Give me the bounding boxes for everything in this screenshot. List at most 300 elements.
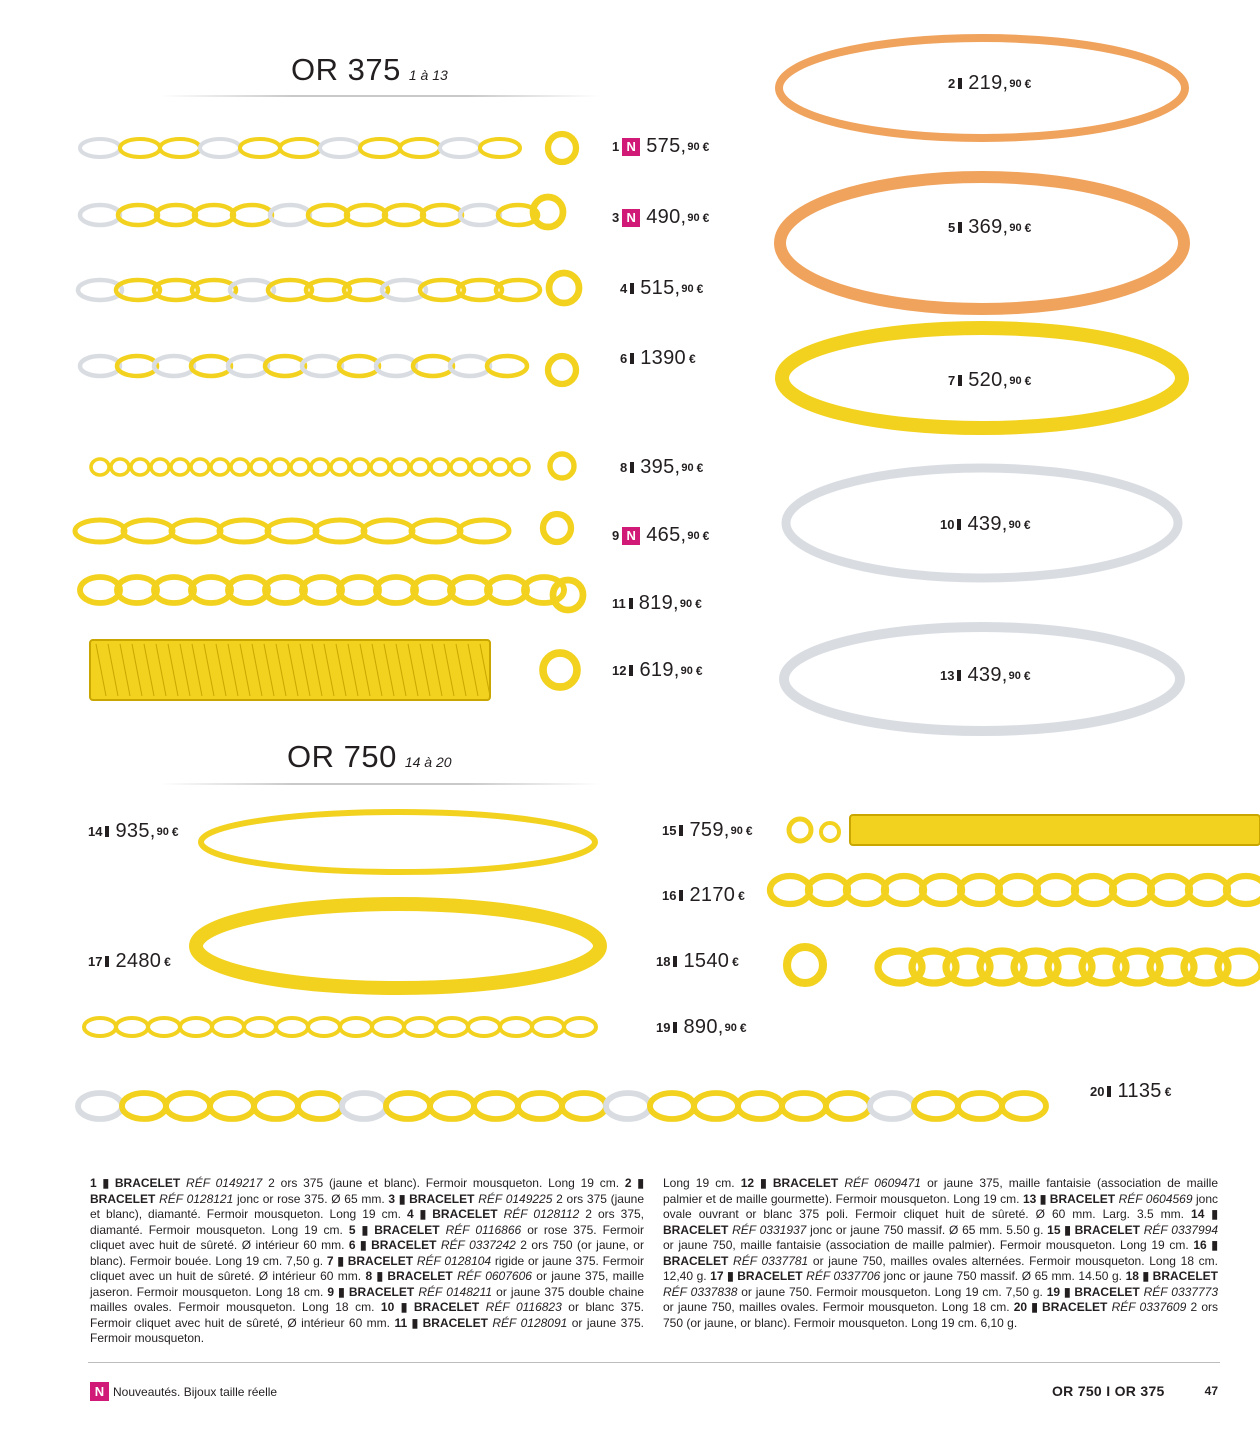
bracelet-20	[562, 1093, 606, 1119]
price-tag-item-2[interactable]	[948, 72, 1031, 95]
new-badge-icon: N	[622, 527, 640, 545]
section-title-text: OR 375	[291, 52, 401, 87]
currency-symbol: €	[702, 210, 710, 225]
price-tag-item-9[interactable]	[612, 524, 709, 547]
bracelet-9	[123, 520, 173, 542]
bracelet-20	[958, 1093, 1002, 1119]
price-euros: 490,	[646, 206, 687, 228]
desc-number: 11 ▮ BRACELET	[394, 1315, 493, 1330]
bracelet-6	[487, 356, 527, 376]
item-number: 5	[948, 220, 956, 235]
bracelet-16	[1036, 876, 1076, 904]
bracelet-8	[511, 459, 529, 475]
bracelet-20	[738, 1093, 782, 1119]
bracelet-11	[302, 577, 342, 603]
currency-symbol: €	[1023, 668, 1031, 683]
price-tag-item-16[interactable]	[662, 884, 745, 907]
desc-number: 14 ▮ BRACELET	[663, 1207, 1218, 1237]
desc-ref: RÉF 0337781	[733, 1253, 813, 1268]
bracelet-11	[228, 577, 268, 603]
price-tag-item-6[interactable]	[620, 347, 696, 370]
bracelet-19	[500, 1018, 532, 1036]
price-tag-item-8[interactable]	[620, 456, 703, 479]
desc-text: or rose 375. Fermoir cliquet avec huit de sûreté. Ø intérieur 60 mm.	[90, 1222, 644, 1252]
desc-ref: RÉF 0337609	[1111, 1300, 1191, 1314]
desc-ref: RÉF 0149225	[478, 1191, 557, 1206]
item-number: 8	[620, 460, 628, 475]
clasp-icon	[553, 580, 583, 610]
item-number: 4	[620, 281, 628, 296]
price-tag-item-1[interactable]	[612, 135, 709, 158]
bracelet-8	[371, 459, 389, 475]
bracelet-3	[308, 205, 348, 225]
separator-bar	[958, 78, 962, 89]
bracelet-6	[413, 356, 453, 376]
price-tag-item-13[interactable]	[940, 664, 1031, 687]
desc-text: jonc or jaune 750 massif. Ø 65 mm. 14.50 g.	[883, 1269, 1126, 1283]
bracelet-20	[826, 1093, 870, 1119]
desc-number: 8 ▮ BRACELET	[365, 1269, 458, 1283]
currency-symbol: €	[738, 888, 745, 903]
separator-bar	[630, 353, 634, 364]
bracelet-1	[200, 139, 240, 157]
bracelet-3	[194, 205, 234, 225]
bracelet-6	[228, 356, 268, 376]
price-tag-item-10[interactable]	[940, 513, 1031, 536]
item-number: 9	[612, 528, 620, 543]
bracelet-19	[116, 1018, 148, 1036]
bracelet-8	[151, 459, 169, 475]
section-title-text: OR 750	[287, 739, 397, 774]
bracelet-20	[518, 1093, 562, 1119]
item-number: 11	[612, 596, 626, 611]
currency-symbol: €	[1024, 220, 1032, 235]
desc-text: or jaune 375, maille jaseron. Fermoir mousqueton. Long 18 cm.	[90, 1269, 644, 1299]
item-number: 12	[612, 663, 627, 678]
desc-ref: RÉF 0116823	[485, 1300, 569, 1314]
price-cents: 90	[730, 824, 743, 837]
desc-number: 17 ▮ BRACELET	[710, 1269, 807, 1283]
desc-ref: RÉF 0128112	[503, 1207, 586, 1221]
price-tag-item-15[interactable]	[662, 819, 753, 842]
bracelet-19	[564, 1018, 596, 1036]
bracelet-19	[404, 1018, 436, 1036]
price-euros: 619,	[639, 659, 680, 681]
price-cents: 90	[1009, 77, 1022, 90]
bracelet-16	[808, 876, 848, 904]
price-tag-item-19[interactable]	[656, 1016, 747, 1039]
desc-text: jonc ovale ouvrant or blanc 375 poli. Fermoir cliquet huit de sûreté. Ø 60 mm. Larg. 3.5 mm.	[663, 1191, 1218, 1221]
price-cents: 90	[724, 1021, 737, 1034]
currency-symbol: €	[745, 823, 753, 838]
descriptions-right	[663, 1176, 1218, 1331]
desc-ref: RÉF 0609471	[844, 1176, 928, 1190]
bracelet-3	[422, 205, 462, 225]
bracelet-16	[1112, 876, 1152, 904]
price-cents: 90	[679, 597, 693, 610]
price-cents: 90	[1008, 518, 1021, 531]
bracelet-16	[998, 876, 1038, 904]
price-tag-item-20[interactable]	[1090, 1080, 1171, 1103]
bracelet-1	[160, 139, 200, 157]
bracelet-3	[232, 205, 272, 225]
bracelet-16	[960, 876, 1000, 904]
item-number: 6	[620, 351, 628, 366]
bracelet-9	[171, 520, 221, 542]
bracelet-9	[315, 520, 365, 542]
bracelet-8	[391, 459, 409, 475]
desc-entry	[710, 1269, 1125, 1283]
item-number: 20	[1090, 1084, 1105, 1099]
clasp-icon	[543, 514, 571, 542]
section-range-text: 1 à 13	[408, 67, 448, 83]
desc-text: 2 ors 375 (jaune et blanc), diamanté. Fermoir mousqueton. Long 19 cm.	[90, 1191, 644, 1221]
bracelet-9	[75, 520, 125, 542]
price-cents: 90	[687, 529, 700, 542]
bangle-14	[201, 812, 595, 872]
currency-symbol: €	[739, 1020, 747, 1035]
bracelet-11	[339, 577, 379, 603]
price-cents: 90	[687, 211, 700, 224]
bracelet-6	[450, 356, 490, 376]
bracelet-11	[191, 577, 231, 603]
footer-section-label: OR 750 I OR 375	[1051, 1383, 1165, 1399]
currency-symbol: €	[164, 954, 171, 969]
bracelet-1	[360, 139, 400, 157]
bracelet-20	[298, 1093, 342, 1119]
bracelet-9	[411, 520, 461, 542]
item-number: 10	[940, 517, 955, 532]
bracelet-8	[231, 459, 249, 475]
price-euros: 2480	[115, 950, 162, 972]
bracelet-8	[131, 459, 149, 475]
bracelet-19	[212, 1018, 244, 1036]
bracelet-19	[468, 1018, 500, 1036]
currency-symbol: €	[696, 460, 704, 475]
bracelet-3	[270, 205, 310, 225]
desc-text: rigide or jaune 375. Fermoir cliquet avec un huit de sûreté. Ø intérieur 60 mm.	[90, 1253, 644, 1283]
desc-ref: RÉF 0116866	[445, 1222, 528, 1237]
bracelet-16	[770, 876, 810, 904]
price-euros: 465,	[646, 524, 687, 546]
desc-ref: RÉF 0149217	[186, 1176, 269, 1190]
desc-number: 5 ▮ BRACELET	[348, 1222, 446, 1237]
bracelet-6	[191, 356, 231, 376]
price-euros: 890,	[683, 1016, 724, 1038]
clasp-icon	[789, 819, 811, 841]
bracelet-1	[80, 139, 120, 157]
bracelet-6	[265, 356, 305, 376]
price-tag-item-3[interactable]	[612, 206, 709, 229]
price-euros: 1390	[640, 347, 686, 369]
bracelet-6	[302, 356, 342, 376]
desc-number: 9 ▮ BRACELET	[327, 1284, 419, 1299]
bracelet-19	[180, 1018, 212, 1036]
price-euros: 935,	[115, 820, 156, 842]
item-number: 2	[948, 76, 956, 91]
bracelet-16	[884, 876, 924, 904]
bracelet-8	[211, 459, 229, 475]
desc-text: 2 ors 375, diamanté. Fermoir mousqueton. Long 19 cm.	[90, 1207, 645, 1237]
price-euros: 759,	[689, 819, 730, 841]
desc-text: 2 ors 375 (jaune et blanc). Fermoir mousqueton. Long 19 cm.	[268, 1176, 625, 1190]
bracelet-11	[154, 577, 194, 603]
descriptions-left	[90, 1176, 644, 1347]
price-tag-item-7[interactable]	[948, 369, 1031, 392]
desc-number: 10 ▮ BRACELET	[380, 1300, 486, 1314]
desc-text: or jaune 750, mailles ovales alternées. Fermoir mousqueton. Long 18 cm. 12,40 g.	[663, 1253, 1219, 1283]
bracelet-20	[914, 1093, 958, 1119]
item-number: 1	[612, 139, 620, 154]
price-euros: 395,	[640, 456, 681, 478]
desc-number: 16 ▮ BRACELET	[663, 1238, 1218, 1268]
bracelet-11	[487, 577, 527, 603]
desc-number: 2 ▮ BRACELET	[90, 1176, 644, 1206]
bracelet-16	[846, 876, 886, 904]
separator-bar	[105, 956, 109, 967]
desc-number: 7 ▮ BRACELET	[326, 1253, 417, 1268]
separator-bar	[629, 598, 633, 609]
bracelet-11	[80, 577, 120, 603]
bracelet-8	[291, 459, 309, 475]
desc-ref: RÉF 0337706	[806, 1269, 884, 1283]
footer-legend-text: Nouveautés. Bijoux taille réelle	[113, 1384, 278, 1399]
bracelet-6	[117, 356, 157, 376]
price-tag-item-14[interactable]	[88, 820, 179, 843]
separator-bar	[679, 825, 683, 836]
bracelet-20	[122, 1093, 166, 1119]
footer-divider	[88, 1362, 1220, 1363]
desc-ref: RÉF 0337773	[1143, 1284, 1218, 1299]
item-number: 13	[940, 668, 955, 683]
price-euros: 439,	[967, 664, 1008, 686]
bracelet-20	[210, 1093, 254, 1119]
bracelet-9	[363, 520, 413, 542]
price-tag-item-4[interactable]	[620, 277, 703, 300]
currency-symbol: €	[171, 824, 179, 839]
item-number: 14	[88, 824, 103, 839]
bracelet-3	[384, 205, 424, 225]
price-cents: 90	[681, 282, 694, 295]
bracelet-3	[460, 205, 500, 225]
separator-bar	[957, 519, 961, 530]
price-euros: 520,	[968, 369, 1009, 391]
currency-symbol: €	[695, 663, 703, 678]
bracelet-9	[219, 520, 269, 542]
bracelet-9	[267, 520, 317, 542]
bracelet-16	[922, 876, 962, 904]
item-number: 16	[662, 888, 677, 903]
bracelet-8	[91, 459, 109, 475]
bracelet-11	[413, 577, 453, 603]
new-badge-icon: N	[622, 209, 640, 227]
bracelet-19	[276, 1018, 308, 1036]
bracelet-1	[280, 139, 320, 157]
bangle-17	[196, 904, 600, 988]
bracelet-8	[191, 459, 209, 475]
bracelet-19	[532, 1018, 564, 1036]
price-euros: 369,	[968, 216, 1009, 238]
desc-number: 4 ▮ BRACELET	[406, 1207, 504, 1221]
desc-lead: Long 19 cm.	[663, 1176, 741, 1190]
bracelet-19	[308, 1018, 340, 1036]
price-tag-item-17[interactable]	[88, 950, 171, 973]
price-cents: 90	[156, 825, 169, 838]
bracelet-8	[351, 459, 369, 475]
bracelet-20	[78, 1093, 122, 1119]
currency-symbol: €	[732, 954, 739, 969]
new-badge-icon: N	[622, 138, 640, 156]
bracelet-19	[148, 1018, 180, 1036]
price-euros: 515,	[640, 277, 681, 299]
separator-bar	[630, 283, 634, 294]
desc-text: jonc or rose 375. Ø 65 mm.	[237, 1191, 389, 1206]
bracelet-6	[339, 356, 379, 376]
desc-ref: RÉF 0337838	[663, 1284, 742, 1299]
bracelet-18	[1218, 951, 1260, 983]
desc-text: or jaune 750, mailles ovales. Fermoir mousqueton. Long 18 cm.	[663, 1300, 1014, 1314]
separator-bar	[679, 890, 683, 901]
price-cents: 90	[687, 140, 700, 153]
bracelet-1	[120, 139, 160, 157]
bracelet-3	[118, 205, 158, 225]
bracelet-19	[436, 1018, 468, 1036]
page-number: 47	[1204, 1384, 1218, 1398]
bracelet-8	[111, 459, 129, 475]
currency-symbol: €	[695, 596, 702, 611]
bracelet-3	[156, 205, 196, 225]
desc-ref: RÉF 0148211	[418, 1284, 497, 1299]
bracelet-16	[1074, 876, 1114, 904]
bracelet-12	[90, 640, 490, 700]
price-euros: 819,	[638, 592, 679, 614]
desc-ref: RÉF 0337242	[440, 1238, 521, 1252]
bracelet-11	[117, 577, 157, 603]
item-number: 19	[656, 1020, 671, 1035]
desc-number: 3 ▮ BRACELET	[388, 1191, 479, 1206]
price-tag-item-11[interactable]	[612, 592, 702, 615]
bracelet-11	[376, 577, 416, 603]
desc-ref: RÉF 0604569	[1118, 1191, 1196, 1206]
bracelet-6	[154, 356, 194, 376]
desc-text: or blanc 375. Fermoir cliquet avec huit de sûreté, Ø intérieur 60 mm.	[90, 1300, 644, 1330]
desc-ref: RÉF 0331937	[732, 1222, 811, 1237]
bracelet-20	[694, 1093, 738, 1119]
desc-number: 6 ▮ BRACELET	[348, 1238, 441, 1252]
price-euros: 2170	[689, 884, 736, 906]
bracelet-9	[459, 520, 509, 542]
price-euros: 439,	[967, 513, 1008, 535]
desc-number: 13 ▮ BRACELET	[1022, 1191, 1119, 1206]
price-euros: 575,	[646, 135, 687, 157]
clasp-icon	[550, 454, 574, 478]
desc-entry	[90, 1176, 625, 1190]
bracelet-19	[340, 1018, 372, 1036]
bracelet-8	[471, 459, 489, 475]
price-cents: 90	[1009, 374, 1022, 387]
bracelet-20	[430, 1093, 474, 1119]
clasp-icon	[543, 653, 577, 687]
price-euros: 1135	[1117, 1080, 1162, 1102]
bracelet-1	[400, 139, 440, 157]
bracelet-20	[342, 1093, 386, 1119]
desc-ref: RÉF 0337994	[1143, 1222, 1218, 1237]
separator-bar	[629, 665, 633, 676]
bracelet-20	[782, 1093, 826, 1119]
bracelet-20	[166, 1093, 210, 1119]
bracelet-1	[240, 139, 280, 157]
bracelet-11	[265, 577, 305, 603]
bracelet-1	[480, 139, 520, 157]
bracelet-8	[171, 459, 189, 475]
bracelet-3	[80, 205, 120, 225]
separator-bar	[958, 222, 962, 233]
currency-symbol: €	[1023, 517, 1031, 532]
bracelet-16	[1188, 876, 1228, 904]
bracelet-15	[850, 815, 1260, 845]
bracelet-20	[386, 1093, 430, 1119]
desc-ref: RÉF 0128121	[159, 1191, 237, 1206]
bracelet-20	[870, 1093, 914, 1119]
separator-bar	[673, 1022, 677, 1033]
desc-number: 20 ▮ BRACELET	[1013, 1300, 1112, 1314]
bracelet-16	[1150, 876, 1190, 904]
desc-number: 1 ▮ BRACELET	[90, 1176, 187, 1190]
separator-bar	[1107, 1086, 1111, 1097]
desc-text: 2 ors 750 (or jaune, or blanc). Fermoir mousqueton. Long 19 cm. 6,10 g.	[663, 1300, 1218, 1330]
footer-right	[1052, 1383, 1218, 1399]
separator-bar	[957, 670, 961, 681]
currency-symbol: €	[1024, 373, 1032, 388]
desc-text: or jaune 375. Fermoir mousqueton.	[90, 1315, 645, 1345]
separator-bar	[630, 462, 634, 473]
bracelet-19	[244, 1018, 276, 1036]
section-range-text: 14 à 20	[404, 754, 452, 770]
bangle-5	[780, 177, 1184, 309]
footer-legend	[90, 1382, 277, 1401]
bracelet-1	[320, 139, 360, 157]
bracelet-20	[650, 1093, 694, 1119]
bracelet-8	[271, 459, 289, 475]
bracelet-1	[440, 139, 480, 157]
price-tag-item-12[interactable]	[612, 659, 703, 682]
price-cents: 90	[681, 461, 694, 474]
desc-number: 15 ▮ BRACELET	[1047, 1222, 1144, 1237]
bracelet-8	[491, 459, 509, 475]
new-badge-icon: N	[90, 1382, 109, 1401]
desc-number: 19 ▮ BRACELET	[1046, 1284, 1144, 1299]
clasp-icon	[548, 134, 576, 162]
bracelet-6	[376, 356, 416, 376]
bracelet-19	[84, 1018, 116, 1036]
clasp-icon	[821, 823, 839, 841]
clasp-icon	[548, 356, 576, 384]
separator-bar	[958, 375, 962, 386]
currency-symbol: €	[1164, 1084, 1172, 1099]
item-number: 7	[948, 373, 956, 388]
bracelet-8	[431, 459, 449, 475]
bracelet-20	[254, 1093, 298, 1119]
bracelet-6	[80, 356, 120, 376]
currency-symbol: €	[702, 139, 710, 154]
desc-ref: RÉF 0128104	[416, 1253, 495, 1268]
price-cents: 90	[1009, 221, 1022, 234]
bracelet-19	[372, 1018, 404, 1036]
price-tag-item-5[interactable]	[948, 216, 1031, 239]
currency-symbol: €	[688, 351, 696, 366]
bracelet-8	[311, 459, 329, 475]
price-tag-item-18[interactable]	[656, 950, 739, 973]
